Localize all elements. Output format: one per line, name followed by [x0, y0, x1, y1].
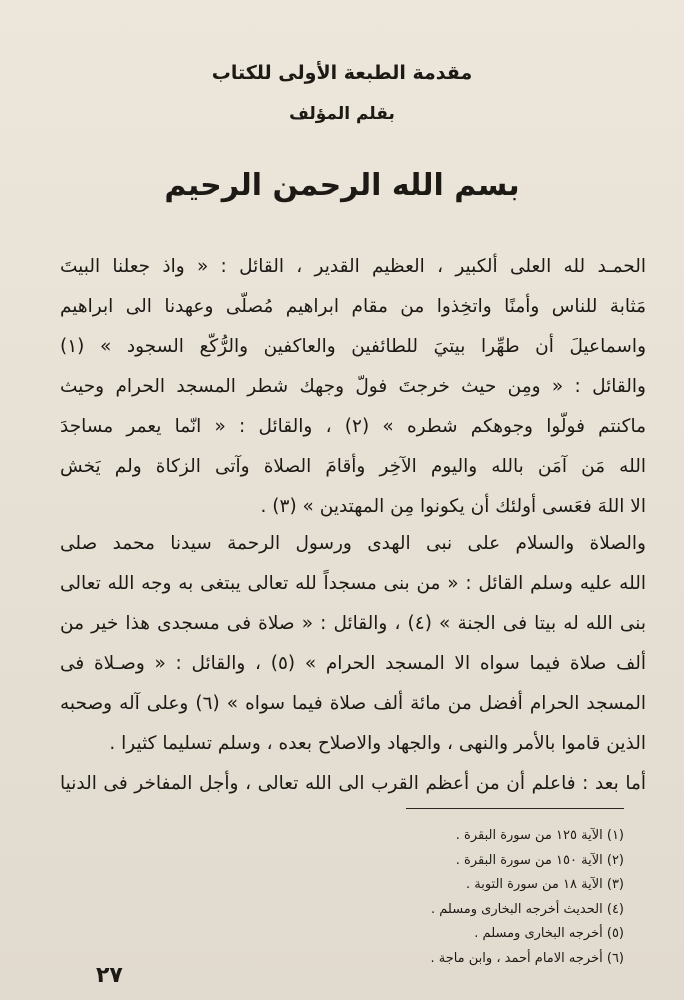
page-number: ٢٧	[96, 963, 123, 988]
text-line: الا اللهَ فعَسى أولئك أن يكونوا مِن المهتدين » (٣) .	[260, 496, 646, 517]
footnote-item: (٢) الآية ١٥٠ من سورة البقرة .	[455, 852, 624, 868]
text-line: واسماعيلَ أن طهِّرا بيتيَ للطائفين والعاكفين والرُّكّع السجود » (١)	[60, 336, 646, 357]
footnote-divider	[406, 808, 624, 809]
author-byline: بقلم المؤلف	[289, 104, 395, 124]
footnote-item: (٣) الآية ١٨ من سورة التوبة .	[465, 877, 624, 892]
text-line: مَثابة للناس وأمنًا واتخِذوا من مقام ابراهيم مُصلّى وعهدنا الى ابراهيم	[60, 296, 646, 317]
paragraph-salutation	[60, 524, 646, 804]
footnote-item: (١) الآية ١٢٥ من سورة البقرة .	[455, 828, 624, 843]
text-line: الذين قاموا بالأمر والنهى ، والجهاد والاصلاح بعده ، وسلم تسليما كثيرا .	[109, 733, 646, 754]
footnote-item: (٤) الحديث أخرجه البخارى ومسلم .	[430, 901, 624, 917]
footnote-item: (٥) أخرجه البخارى ومسلم .	[474, 926, 624, 941]
footnote-item: (٦) أخرجه الامام أحمد ، وابن ماجة .	[430, 950, 624, 966]
paragraph-praise	[60, 247, 646, 527]
basmala-calligraphy: بسم الله الرحمن الرحيم	[164, 168, 520, 203]
text-line: والقائل : « ومِن حيث خرجتَ فولّ وجهك شطر المسجد الحرام وحيث	[60, 376, 646, 397]
text-line: بنى الله له بيتا فى الجنة » (٤) ، والقائل : « صلاة فى مسجدى هذا خير من	[60, 613, 646, 634]
text-line: المسجد الحرام أفضل من مائة ألف صلاة فيما سواه » (٦) وعلى آله وصحبه	[60, 693, 646, 714]
text-line: الله مَن آمَن بالله واليوم الآخِر وأقامَ الصلاة وآتى الزكاة ولم يَخش	[60, 456, 646, 477]
text-line: ماكنتم فولّوا وجوهكم شطره » (٢) ، والقائل : « انّما يعمر مساجدَ	[60, 416, 646, 437]
text-line: الله عليه وسلم القائل : « من بنى مسجداً لله تعالى يبتغى به وجه الله تعالى	[60, 573, 646, 594]
footnotes	[430, 824, 624, 971]
page-title: مقدمة الطبعة الأولى للكتاب	[211, 62, 473, 84]
text-line: أما بعد : فاعلم أن من أعظم القرب الى الله تعالى ، وأجل المفاخر فى الدنيا	[60, 773, 646, 794]
text-line: ألف صلاة فيما سواه الا المسجد الحرام » (٥) ، والقائل : « وصـلاة فى	[60, 653, 646, 674]
text-line: الحمـد لله العلى ألكبير ، العظيم القدير ، القائل : « واذ جعلنا البيتَ	[60, 256, 646, 277]
text-line: والصلاة والسلام على نبى الهدى ورسول الرحمة سيدنا محمد صلى	[60, 533, 646, 554]
